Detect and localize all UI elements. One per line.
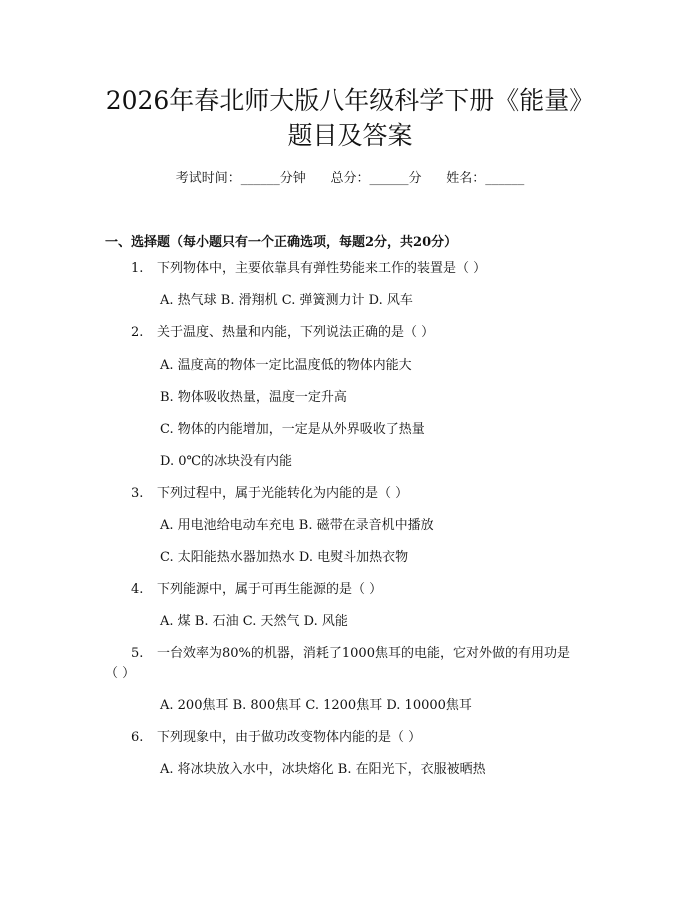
question-4-options: A. 煤 B. 石油 C. 天然气 D. 风能 [160,614,348,629]
question-1-options: A. 热气球 B. 滑翔机 C. 弹簧测力计 D. 风车 [160,293,413,308]
question-5-options: A. 200焦耳 B. 800焦耳 C. 1200焦耳 D. 10000焦耳 [160,698,472,713]
section-heading: 一、选择题（每小题只有一个正确选项，每题2分，共20分） [105,235,458,250]
question-3 [131,485,408,503]
question-number: 3. [131,486,144,501]
question-2 [131,324,434,342]
question-2-option-d: D. 0℃的冰块没有内能 [160,454,293,469]
question-text: 下列物体中，主要依靠具有弹性势能来工作的装置是（ ） [157,261,487,276]
question-2-option-b: B. 物体吸收热量，温度一定升高 [160,390,347,405]
question-number: 1. [131,261,144,276]
question-text: 下列现象中，由于做功改变物体内能的是（ ） [157,730,422,745]
question-number: 4. [131,582,144,597]
question-5-wrap: （ ） [105,666,136,681]
exam-meta: 考试时间：______分钟 总分：______分 姓名：______ [175,171,525,186]
question-text: 一台效率为80%的机器，消耗了1000焦耳的电能，它对外做的有用功是 [157,646,570,661]
question-6-options: A. 将冰块放入水中，冰块熔化 B. 在阳光下，衣服被晒热 [160,762,486,777]
title-line-1: 2026年春北师大版八年级科学下册《能量》 [105,86,595,115]
question-text: 下列能源中，属于可再生能源的是（ ） [157,582,383,597]
question-text: 关于温度、热量和内能，下列说法正确的是（ ） [157,325,435,340]
question-5 [131,645,570,663]
question-1 [131,260,486,278]
question-2-option-c: C. 物体的内能增加，一定是从外界吸收了热量 [160,422,425,437]
question-6 [131,729,421,747]
question-text: 下列过程中，属于光能转化为内能的是（ ） [157,486,409,501]
question-2-option-a: A. 温度高的物体一定比温度低的物体内能大 [160,358,412,373]
question-number: 2. [131,325,144,340]
question-3-options-cd: C. 太阳能热水器加热水 D. 电熨斗加热衣物 [160,550,409,565]
question-3-options-ab: A. 用电池给电动车充电 B. 磁带在录音机中播放 [160,518,434,533]
question-number: 6. [131,730,144,745]
question-4 [131,581,382,599]
question-number: 5. [131,646,144,661]
title-line-2: 题目及答案 [287,121,413,150]
